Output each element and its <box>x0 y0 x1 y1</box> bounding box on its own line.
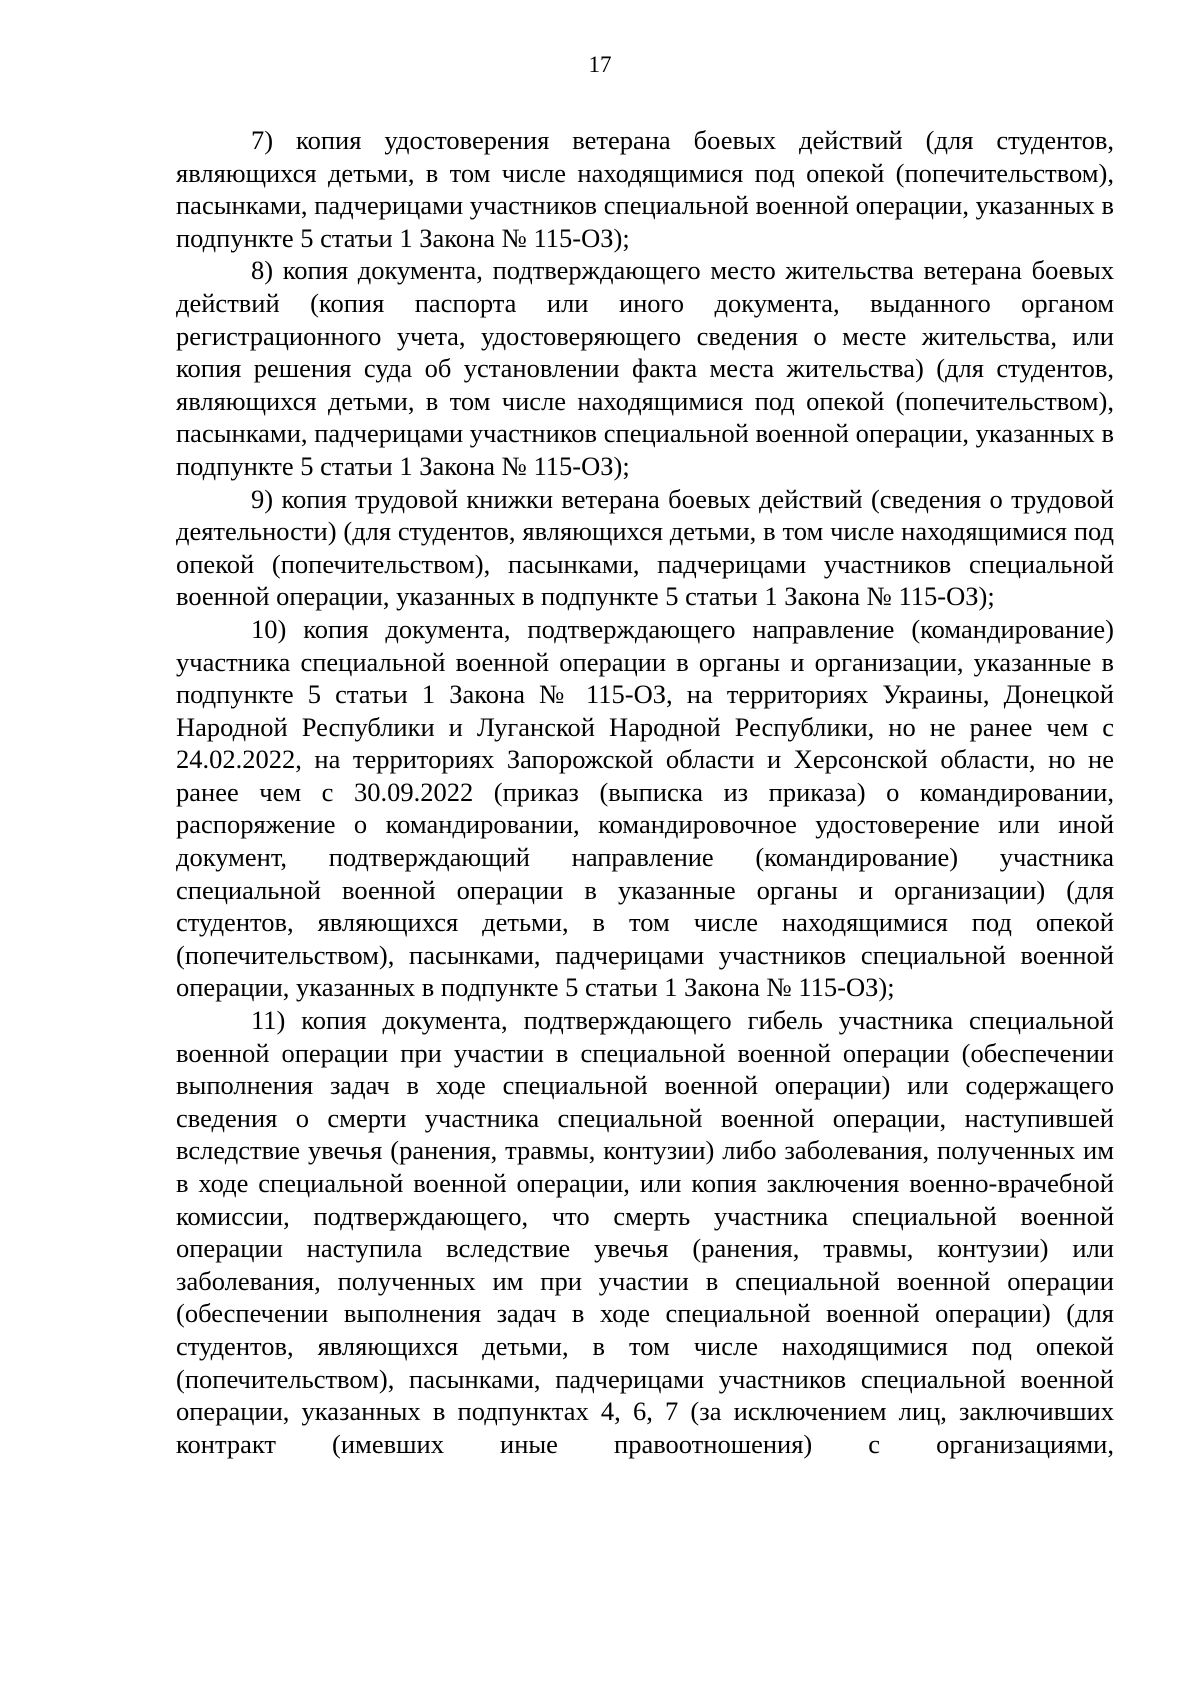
paragraph-item-8: 8) копия документа, подтверждающего место жительства ветерана боевых действий (копия паспорта или иного документа, выданного органом регистрационного учета, удостоверяющего сведения о месте жительства, или копия решения суда об установлении факта места жительства) (для студентов, являющихся детьми, в том числе находящимися под опекой (попечительством), пасынками, падчерицами участников специальной военной операции, указанных в подпункте 5 статьи 1 Закона № 115-ОЗ); <box>176 255 1114 481</box>
paragraph-item-9: 9) копия трудовой книжки ветерана боевых действий (сведения о трудовой деятельности) (для студентов, являющихся детьми, в том числе находящимися под опекой (попечительством), пасынками, падчерицами участников специальной военной операции, указанных в подпункте 5 статьи 1 Закона № 115-ОЗ); <box>176 483 1114 612</box>
document-body <box>176 124 1114 1460</box>
page-number: 17 <box>588 52 612 77</box>
paragraph-item-10: 10) копия документа, подтверждающего направление (командирование) участника специальной военной операции в органы и организации, указанные в подпункте 5 статьи 1 Закона № 115-ОЗ, на территориях Украины, Донецкой Народной Республики и Луганской Народной Республики, но не ранее чем с 24.02.2022, на территориях Запорожской области и Херсонской области, но не ранее чем с 30.09.2022 (приказ (выписка из приказа) о командировании, распоряжение о командировании, командировочное удостоверение или иной документ, подтверждающий направление (командирование) участника специальной военной операции в указанные органы и организации) (для студентов, являющихся детьми, в том числе находящимися под опекой (попечительством), пасынками, падчерицами участников специальной военной операции, указанных в подпункте 5 статьи 1 Закона № 115-ОЗ); <box>176 613 1114 1003</box>
paragraph-item-7: 7) копия удостоверения ветерана боевых действий (для студентов, являющихся детьми, в том числе находящимися под опекой (попечительством), пасынками, падчерицами участников специальной военной операции, указанных в подпункте 5 статьи 1 Закона № 115-ОЗ); <box>176 125 1114 253</box>
paragraph-item-11: 11) копия документа, подтверждающего гибель участника специальной военной операции при участии в специальной военной операции (обеспечении выполнения задач в ходе специальной военной операции) или содержащего сведения о смерти участника специальной военной операции, наступившей вследствие увечья (ранения, травмы, контузии) либо заболевания, полученных им в ходе специальной военной операции, или копия заключения военно-врачебной комиссии, подтверждающего, что смерть участника специальной военной операции наступила вследствие увечья (ранения, травмы, контузии) или заболевания, полученных им при участии в специальной военной операции (обеспечении выполнения задач в ходе специальной военной операции) (для студентов, являющихся детьми, в том числе находящимися под опекой (попечительством), пасынками, падчерицами участников специальной военной операции, указанных в подпунктах 4, 6, 7 (за исключением лиц, заключивших контракт (имевших иные правоотношения) с организациями, <box>176 1005 1114 1459</box>
